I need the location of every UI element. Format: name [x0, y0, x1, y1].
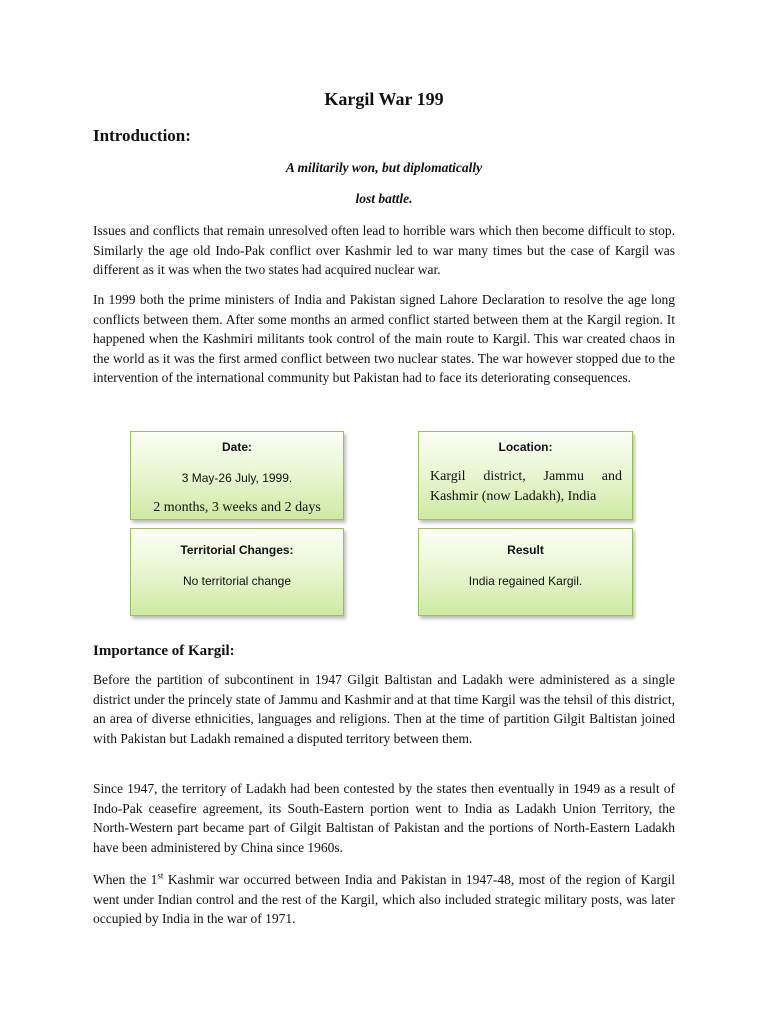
- introduction-heading: Introduction:: [93, 126, 191, 145]
- importance-paragraph-2: Since 1947, the territory of Ladakh had been contested by the states then eventually in 1949 as a result of Indo-Pak ceasefire agreement, its South-Eastern portion went to India as Ladakh Union Territory, the North-Western part became part of Gilgit Baltistan of Pakistan and the portions of North-Eastern Ladakh have been administered by China since 1960s.: [93, 781, 675, 855]
- location-box: [418, 431, 633, 520]
- result-value: India regained Kargil.: [468, 574, 583, 588]
- date-label: Date:: [221, 440, 252, 454]
- territorial-changes-value: No territorial change: [182, 574, 292, 588]
- importance-paragraph-1: Before the partition of subcontinent in 1947 Gilgit Baltistan and Ladakh were administered as a single district under the princely state of Jammu and Kashmir and at that time Kargil was the tehsil of this district, an area of diverse ethnicities, languages and religions. Then at the time of partition Gilgit Baltistan joined with Pakistan but Ladakh remained a disputed territory between them.: [93, 672, 675, 746]
- intro-paragraph-1: Issues and conflicts that remain unresolved often lead to horrible wars which then become difficult to stop. Similarly the age old Indo-Pak conflict over Kashmir led to war many times but the case of Kargil was different as it was when the two states had acquired nuclear war.: [93, 223, 675, 278]
- subtitle-line-1: A militarily won, but diplomatically: [285, 160, 483, 175]
- territorial-changes-box: [130, 528, 344, 616]
- subtitle-line-2: lost battle.: [355, 191, 413, 206]
- territorial-changes-label: Territorial Changes:: [180, 543, 294, 557]
- paragraph-3-rest: Kashmir war occurred between India and Pakistan in 1947-48, most of the region of Kargil went under Indian control and the rest of the Kargil, which also included strategic military posts, was later occupied by India in the war of 1971.: [93, 872, 675, 927]
- paragraph-3-prefix: When the 1: [93, 872, 158, 887]
- document-title: Kargil War 199: [324, 89, 444, 109]
- result-box: [418, 528, 633, 616]
- importance-paragraph-3: [93, 870, 675, 929]
- location-label: Location:: [498, 440, 553, 454]
- intro-paragraph-2: In 1999 both the prime ministers of India and Pakistan signed Lahore Declaration to resolve the age long conflicts between them. After some months an armed conflict started between them at the Kargil region. It happened when the Kashmiri militants took control of the main route to Kargil. This war created chaos in the world as it was the first armed conflict between two nuclear states. The war however stopped due to the intervention of the international community but Pakistan had to face its deteriorating consequences.: [93, 292, 675, 386]
- date-box: [130, 431, 344, 520]
- importance-heading: Importance of Kargil:: [93, 643, 235, 659]
- date-duration: 2 months, 3 weeks and 2 days: [153, 500, 321, 515]
- date-value: 3 May-26 July, 1999.: [181, 471, 293, 485]
- ordinal-superscript: st: [157, 870, 164, 881]
- location-value: Kargil district, Jammu and Kashmir (now Ladakh), India: [430, 469, 622, 504]
- result-label: Result: [507, 543, 544, 557]
